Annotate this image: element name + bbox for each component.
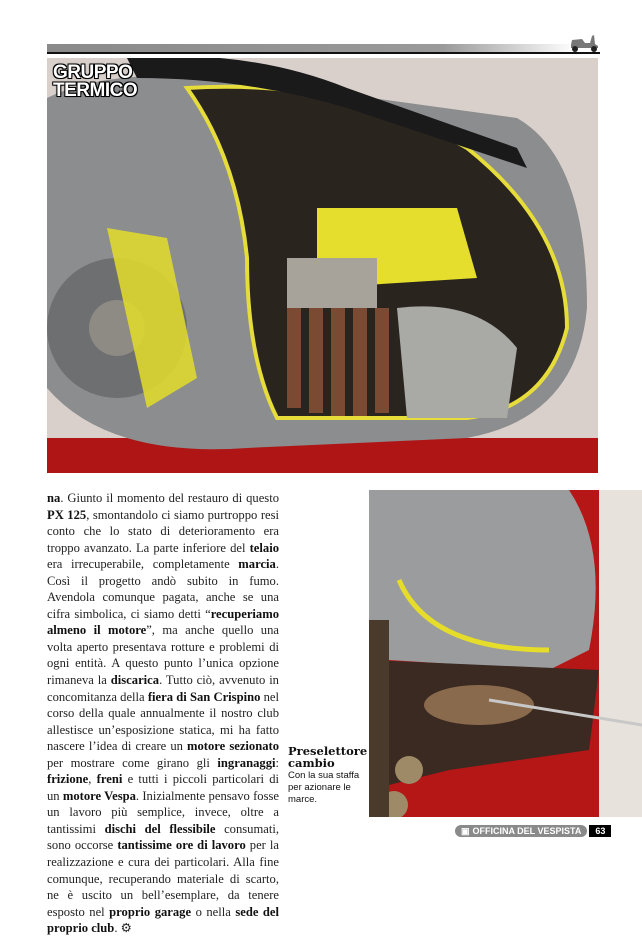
bold-phrase: recuperiamo almeno il motore (47, 606, 279, 638)
bold-phrase: frizione (47, 772, 89, 787)
photo-title (53, 64, 137, 100)
page-number: 63 (589, 825, 611, 837)
bold-phrase: motore Vespa (62, 788, 136, 803)
bold-phrase: na (47, 491, 61, 505)
page-footer (455, 825, 611, 837)
photo-caption (288, 745, 366, 806)
bold-phrase: sede del proprio club (47, 904, 279, 936)
bold-phrase: telaio (249, 540, 279, 555)
bold-phrase: ingranaggi (217, 755, 276, 770)
caption-text: Con la sua staffa per azionare le marce. (288, 770, 360, 805)
bold-phrase: dischi del flessibile (104, 821, 216, 836)
engine-cutaway-photo (47, 58, 598, 473)
photo-title-line-2: TERMICO (53, 80, 138, 101)
bold-phrase: proprio garage (109, 904, 192, 919)
magazine-badge (455, 825, 587, 837)
magazine-name: OFFICINA DEL VESPISTA (472, 826, 582, 836)
bold-phrase: tantissime ore di lavoro (117, 838, 246, 853)
bold-phrase: fiera di San Crispino (147, 689, 261, 704)
header-bar (47, 44, 575, 52)
bold-phrase: freni (96, 772, 123, 787)
gear-preselector-photo (369, 490, 642, 817)
article-body: na. Giunto il momento del restauro di questo PX 125, smontandolo ci siamo purtroppo resi conto che lo stato di deterioramento era troppo avanzato. La parte inferiore del telaio era irrecuperabile, completamente marcia. Così il progetto andò subito in fumo. Avendola comunque pagata, anche se una cifra simbolica, ci siamo detti “recuperiamo almeno il motore”, ma anche quello una volta aperto presentava rotture e problemi di ogni entità. A questo punto l’unica opzione rimaneva la discarica. Tutto ciò, avvenuto in concomitanza della fiera di San Crispino nel corso della quale annualmente il nostro club allestisce un’esposizione statica, mi ha fatto nascere l’idea di creare un motore sezionato per mostrare come girano gli ingranaggi: frizione, freni e tutti i piccoli particolari di un motore Vespa. Inizialmente pensavo fosse un lavoro più semplice, invece, oltre a tantissimi dischi del flessibile consumati, sono occorse tantissime ore di lavoro per la realizzazione e cura dei particolari. Alla fine comunque, recuperando materiale di scarto, ne è uscito un bell’esemplare, da tenere esposto nel proprio garage o nella sede del proprio club. ⚙ (47, 491, 280, 936)
bold-phrase: marcia (238, 557, 276, 572)
logo-icon: ▣ (461, 826, 470, 836)
scooter-icon (568, 32, 600, 53)
caption-title: Preselettore cambio (288, 744, 368, 770)
bold-phrase: motore sezionato (187, 739, 280, 754)
bold-phrase: PX 125 (47, 507, 87, 522)
bold-phrase: discarica (110, 673, 160, 688)
header-rule (47, 52, 600, 54)
photo-title-line-1: GRUPPO (53, 62, 133, 83)
